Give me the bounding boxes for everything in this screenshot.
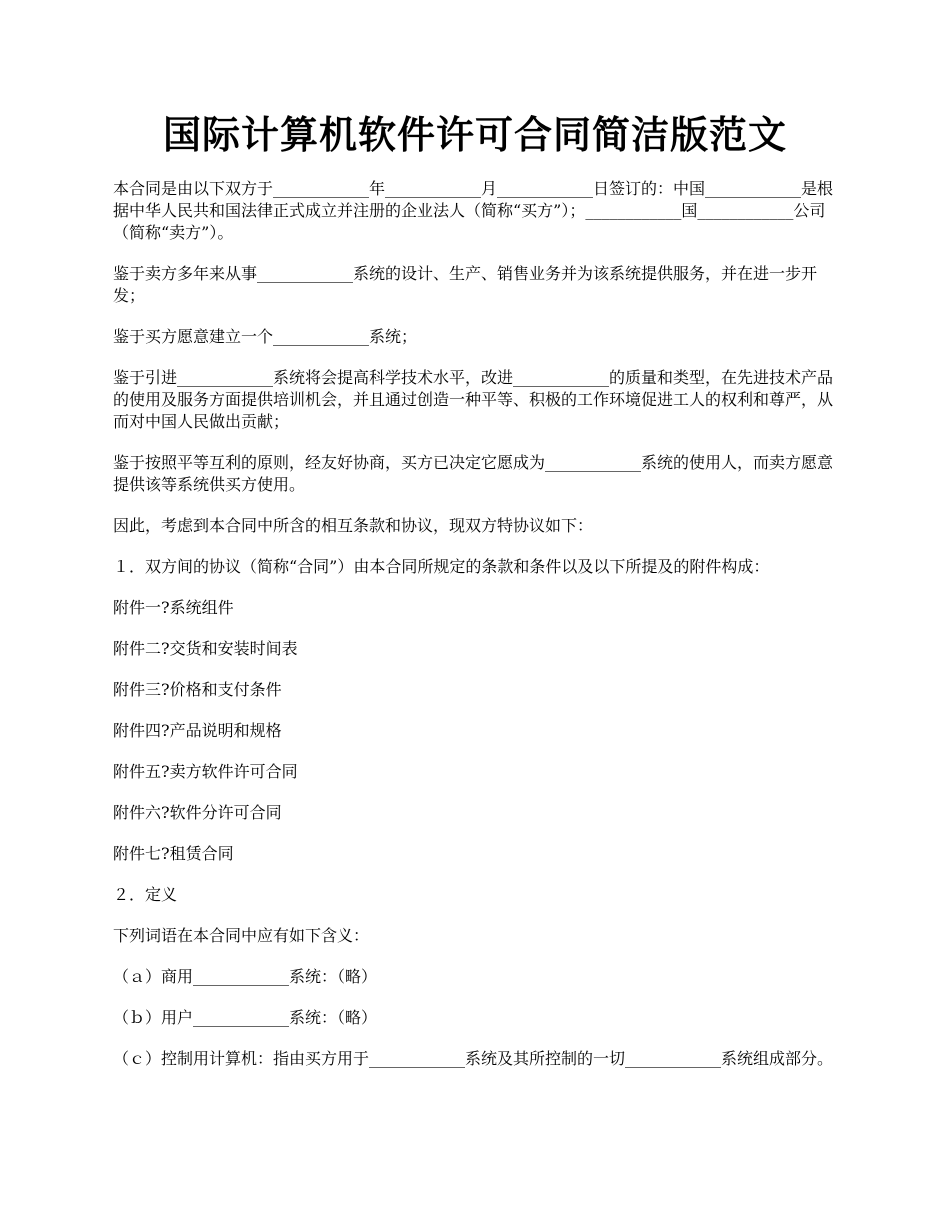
annex-4: 附件四?产品说明和规格 [113, 721, 282, 740]
paragraph-agreement-intro: 因此，考虑到本合同中所含的相互条款和协议，现双方特协议如下： [113, 516, 594, 535]
paragraph-recital-mutual-benefit: 鉴于按照平等互利的原则，经友好协商，买方已决定它愿成为____________系统的使用人，而卖方愿意提供该等系统供买方使用。 [113, 453, 834, 494]
document-title: 国际计算机软件许可合同简洁版范文 [162, 112, 787, 157]
clause-1: １．双方间的协议（简称“合同”）由本合同所规定的条款和条件以及以下所提及的附件构成： [113, 557, 770, 576]
definition-a: （ａ）商用____________系统：（略） [113, 967, 378, 986]
annex-2: 附件二?交货和安装时间表 [113, 639, 298, 658]
annex-1: 附件一?系统组件 [113, 598, 234, 617]
annex-3: 附件三?价格和支付条件 [113, 680, 282, 699]
annex-7: 附件七?租赁合同 [113, 844, 234, 863]
definition-b: （ｂ）用户____________系统：（略） [113, 1008, 378, 1027]
paragraph-recital-buyer: 鉴于买方愿意建立一个____________系统； [113, 327, 418, 346]
paragraph-preamble: 本合同是由以下双方于____________年____________月____________日签订的：中国____________是根据中华人民共和国法律正式成立并注册的企业法人（简称“买方”）；____________国____________公司（简称“卖方”）。 [113, 179, 834, 242]
document-body [113, 178, 841, 1089]
definition-c: （ｃ）控制用计算机：指由买方用于____________系统及其所控制的一切____________系统组成部分。 [113, 1049, 834, 1068]
definitions-intro: 下列词语在本合同中应有如下含义： [113, 926, 370, 945]
annex-6: 附件六?软件分许可合同 [113, 803, 282, 822]
clause-2-heading: ２．定义 [113, 885, 178, 904]
paragraph-recital-seller: 鉴于卖方多年来从事____________系统的设计、生产、销售业务并为该系统提供服务，并在进一步开发； [113, 264, 818, 305]
paragraph-recital-introduction: 鉴于引进____________系统将会提高科学技术水平，改进____________的质量和类型，在先进技术产品的使用及服务方面提供培训机会，并且通过创造一种平等、积极的工作环境促进工人的权利和尊严，从而对中国人民做出贡献； [113, 368, 834, 431]
annex-5: 附件五?卖方软件许可合同 [113, 762, 298, 781]
